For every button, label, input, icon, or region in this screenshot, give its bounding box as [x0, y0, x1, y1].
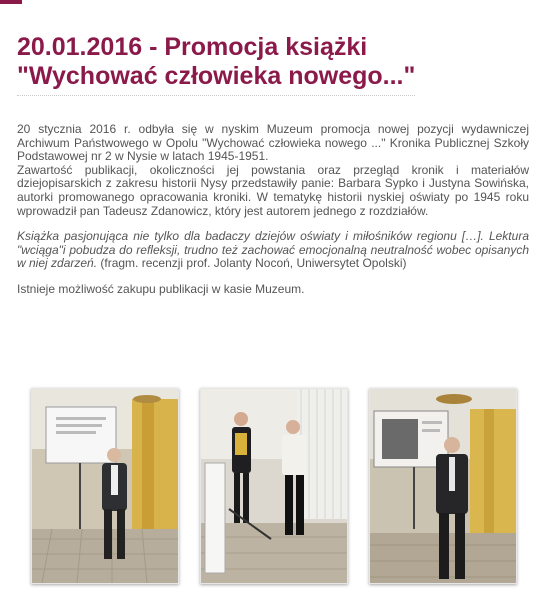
review-quote-paragraph: [17, 230, 529, 271]
article-title: [17, 33, 415, 96]
photo-gallery: [31, 388, 517, 584]
gallery-photo-1-image: [32, 389, 178, 583]
article-paragraph-intro: 20 stycznia 2016 r. odbyła się w nyskim Muzeum promocja nowej pozycji wydawniczej Archiwum Państwowego w Opolu "Wychować człowieka nowego ..." Kronika Publicznej Szkoły Podstawowej nr 2 w Nysie w latach 1945-1951.: [17, 122, 529, 164]
gallery-photo-3[interactable]: [369, 388, 517, 584]
gallery-photo-2[interactable]: [200, 388, 348, 584]
top-accent-bar: [0, 0, 22, 4]
gallery-photo-3-image: [370, 389, 516, 583]
gallery-photo-2-image: [201, 389, 347, 583]
article-title-line-1: 20.01.2016 - Promocja książki: [17, 33, 368, 61]
review-quote: Książka pasjonująca nie tylko dla badaczy dziejów oświaty i miłośników regionu […]. Lektura "wciąga"i pobudza do refleksji, trudno też zachować emocjonalną neutralność wobec opisanych w niej zdarzeń.: [17, 229, 529, 271]
article-body: [17, 123, 529, 297]
article: [17, 33, 529, 309]
review-quote-source: (fragm. recenzji prof. Jolanty Nocoń, Uniwersytet Opolski): [97, 256, 407, 271]
article-paragraph-content: Zawartość publikacji, okoliczności jej powstania oraz przegląd kronik i materiałów dziejopisarskich z zakresu historii Nysy przedstawiły panie: Barbara Sypko i Justyna Sowińska, autorki promowanego opracowania kroniki. W tematykę historii nyskiej oświaty po 1945 roku wprowadził pan Tadeusz Zdanowicz, który jest autorem jednego z rozdziałów.: [17, 162, 529, 218]
purchase-info: Istnieje możliwość zakupu publikacji w kasie Muzeum.: [17, 281, 305, 296]
article-title-line-2: "Wychować człowieka nowego...": [17, 62, 416, 90]
gallery-photo-1[interactable]: [31, 388, 179, 584]
